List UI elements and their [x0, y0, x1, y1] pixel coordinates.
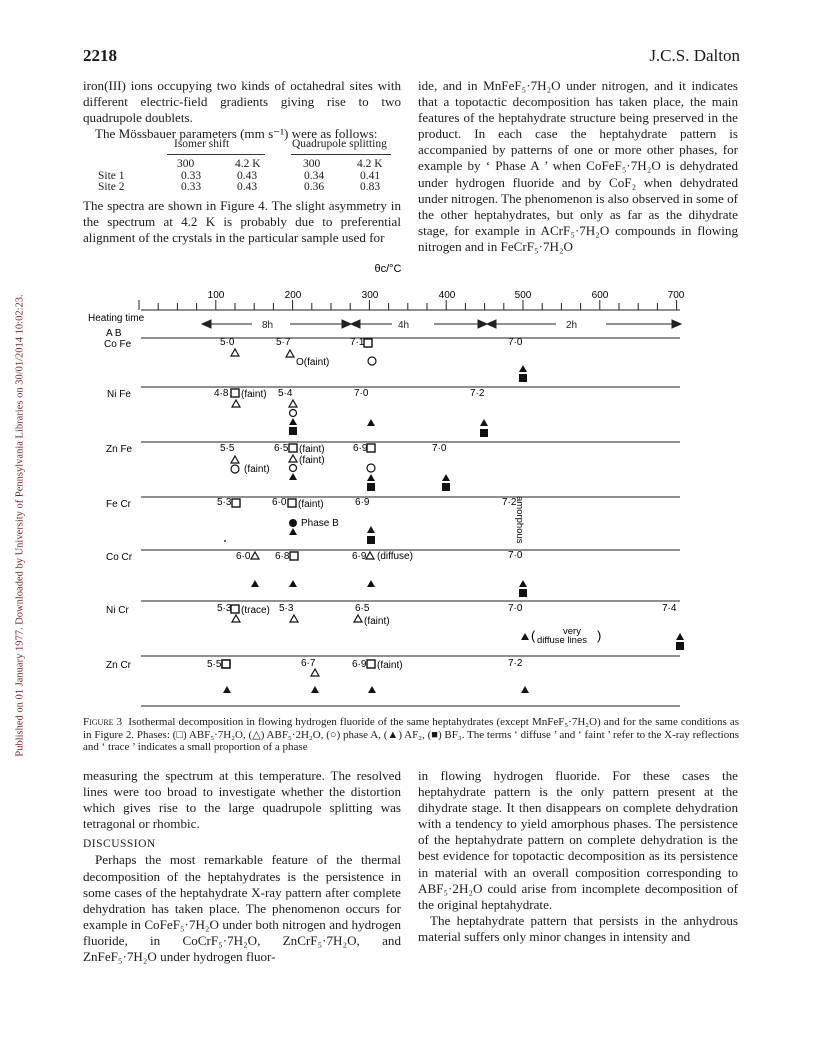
note-label: (diffuse)	[377, 551, 413, 562]
paragraph: The heptahydrate pattern that persists in the anhydrous material suffers only minor changes in intensity and	[418, 912, 738, 944]
dihydrate-triangle	[366, 552, 374, 559]
heating-arrows	[202, 320, 681, 331]
note-label: (faint)	[377, 660, 403, 671]
af2-triangle	[367, 474, 375, 481]
value-label: 5·3	[217, 497, 232, 508]
dihydrate-triangle	[289, 400, 297, 407]
af2-triangle	[289, 473, 297, 480]
dihydrate-triangle	[289, 455, 297, 462]
af2-triangle	[676, 633, 684, 640]
dihydrate-triangle	[231, 349, 239, 356]
value-label: 5·5	[207, 659, 222, 670]
right-column-bottom	[418, 768, 738, 945]
note-label: O(faint)	[296, 357, 330, 368]
dihydrate-triangle	[286, 350, 294, 357]
axis-title: θc/°C	[374, 263, 402, 275]
bf3-square	[519, 374, 527, 382]
figure-caption	[83, 716, 739, 754]
tick-label: 300	[361, 290, 379, 301]
table-group-header: Isomer shift	[174, 138, 230, 150]
value-label: 6·5	[355, 603, 370, 614]
phase-a-circle	[367, 464, 375, 472]
af2-triangle	[289, 528, 297, 535]
table-cell: 0.34	[304, 170, 325, 182]
value-label: 5·7	[276, 337, 291, 348]
note-label: (faint)	[299, 444, 325, 455]
row-znfe	[106, 443, 450, 491]
note-label: Phase B	[301, 518, 339, 529]
dot	[224, 540, 226, 542]
row-zncr	[106, 658, 529, 693]
af2-triangle	[519, 365, 527, 372]
value-label: 6·7	[301, 658, 316, 669]
table-group-header: Quadrupole splitting	[292, 138, 387, 150]
af2-triangle	[442, 474, 450, 481]
af2-triangle	[521, 633, 529, 640]
table-cell: 0.43	[237, 170, 258, 182]
caption-label: Figure 3	[83, 716, 123, 728]
left-column-bottom	[83, 768, 401, 965]
dihydrate-triangle	[232, 400, 240, 407]
table-cell: 0.33	[181, 170, 202, 182]
af2-triangle	[519, 580, 527, 587]
note-label: (faint)	[298, 499, 324, 510]
tick-label: 100	[207, 290, 225, 301]
phase-a-circle	[368, 357, 376, 365]
value-label: 7·0	[508, 550, 523, 561]
paren: (	[531, 628, 536, 643]
table-row-label: Site 2	[98, 181, 125, 193]
left-column-top	[83, 78, 401, 142]
value-label: 6·8	[275, 551, 290, 562]
af2-triangle	[289, 580, 297, 587]
af2-triangle	[367, 526, 375, 533]
table-cell: 0.41	[360, 170, 381, 182]
value-label: 7·1	[350, 337, 365, 348]
page-number: 2218	[83, 46, 117, 65]
value-label: 6·5	[274, 443, 289, 454]
dihydrate-triangle	[311, 669, 319, 676]
bf3-square	[442, 483, 450, 491]
row-cocr	[106, 550, 527, 597]
table-cell: 0.43	[237, 181, 258, 193]
value-label: 7·2	[502, 497, 517, 508]
af2-triangle	[223, 686, 231, 693]
note-label: (faint)	[299, 455, 325, 466]
bf3-square	[676, 642, 684, 650]
af2-triangle	[521, 686, 529, 693]
dihydrate-triangle	[231, 456, 239, 463]
value-label: 6·9	[352, 551, 367, 562]
dihydrate-triangle	[251, 552, 259, 559]
heptahydrate-square	[367, 660, 375, 668]
tick-label: 600	[591, 290, 609, 301]
bf3-square	[519, 589, 527, 597]
paren: )	[597, 628, 602, 643]
heptahydrate-square	[232, 499, 240, 507]
value-label: 5·4	[278, 388, 293, 399]
phase-b-dot	[289, 519, 297, 527]
table-col-header: 300	[177, 158, 195, 170]
value-label: 7·0	[432, 443, 447, 454]
row-label: Fe Cr	[106, 499, 131, 510]
phase-a-circle	[290, 410, 297, 417]
paragraph: ide, and in MnFeF₅·7H₂O under nitrogen, and it indicates that a topotactic decomposition has taken place, the main features of the heptahydrate structure being preserved in the product. In each case the heptahydrate pattern is accompanied by patterns of one or more other phases, for example by ‘ Phase A ’ when CoFeF₅·7H₂O is dehydrated under hydrogen fluoride and by CoF₂ when dehydrated under nitrogen. The phenomenon is also observed in some of the other heptahydrates, but only as far as the dihydrate stage, for example in ACrF₅·7H₂O compounds in flowing nitrogen and in FeCrF₅·7H₂O	[418, 78, 738, 254]
note-label: (faint)	[241, 389, 267, 400]
bf3-square	[367, 536, 375, 544]
journal-header: J.C.S. Dalton	[649, 46, 740, 65]
af2-triangle	[367, 580, 375, 587]
value-label: 5·5	[220, 443, 235, 454]
tick-label: 700	[667, 290, 685, 301]
sidebar-text: Published on 01 January 1977. Downloaded by University of Pennsylvania Libraries on 30/01/2014 10:02:23.	[14, 294, 26, 757]
heptahydrate-square	[290, 552, 298, 560]
paragraph: in flowing hydrogen fluoride. For these cases the heptahydrate pattern is the only pattern present at the dihydrate stage. It then disappears on complete dehydration with a tendency to yield amorphous phases. The persistence of the heptahydrate pattern on complete dehydration is the best evidence for topotactic decomposition as its persistence in material with an overall composition corresponding to ABF₅·2H₂O could arise from incomplete decomposition of the original heptahydrate.	[418, 768, 738, 912]
note-label: very	[563, 626, 581, 637]
af2-triangle	[367, 419, 375, 426]
row-label: Zn Cr	[106, 660, 131, 671]
paragraph: Perhaps the most remarkable feature of the thermal decomposition of the heptahydrates is the persistence in some cases of the heptahydrate X-ray pattern after complete dehydration has taken place. The phenomenon occurs for example in CoFeF₅·7H₂O under both nitrogen and hydrogen fluoride, in CoCrF₅·7H₂O, ZnCrF₅·7H₂O, and ZnFeF₅·7H₂O under hydrogen fluor-	[83, 852, 401, 965]
left-column-top-cont	[83, 198, 401, 246]
heptahydrate-square	[364, 339, 372, 347]
heptahydrate-square	[231, 605, 239, 613]
value-label: 6·0	[236, 551, 251, 562]
paragraph: measuring the spectrum at this temperature. The resolved lines were too broad to investigate whether the distortion which gives rise to the large quadrupole splitting was tetragonal or rhombic.	[83, 768, 401, 832]
dihydrate-triangle	[354, 615, 362, 622]
row-nicr	[106, 603, 684, 650]
note-label: (faint)	[364, 616, 390, 627]
note-label: (trace)	[241, 605, 270, 616]
value-label: 7·2	[470, 388, 485, 399]
value-label: 6·9	[355, 497, 370, 508]
af2-triangle	[480, 419, 488, 426]
value-label: 5·3	[279, 603, 294, 614]
amorphous-label: amorphous	[514, 496, 525, 544]
heptahydrate-square	[288, 499, 296, 507]
heptahydrate-square	[289, 444, 297, 452]
temperature-axis	[139, 290, 685, 310]
tick-label: 400	[438, 290, 456, 301]
dihydrate-triangle	[232, 615, 240, 622]
value-label: 7·0	[354, 388, 369, 399]
phase-a-circle	[290, 465, 297, 472]
value-label: 4·8	[214, 388, 229, 399]
heating-time-label: Heating time	[88, 313, 145, 324]
tick-label: 200	[284, 290, 302, 301]
row-label: Zn Fe	[106, 444, 133, 455]
bf3-square	[480, 429, 488, 437]
paragraph: The spectra are shown in Figure 4. The slight asymmetry in the spectrum at 4.2 K is probably due to preferential alignment of the crystals in the particular sample used for	[83, 198, 401, 246]
segment-label: 2h	[566, 320, 578, 331]
af2-triangle	[251, 580, 259, 587]
table-row-label: Site 1	[98, 170, 125, 182]
table-cell: 0.83	[360, 181, 381, 193]
row-label: Ni Fe	[107, 389, 131, 400]
segment-label: 8h	[262, 320, 274, 331]
af2-triangle	[311, 686, 319, 693]
ab-label: A B	[106, 328, 122, 339]
heptahydrate-square	[367, 444, 375, 452]
paragraph: The Mössbauer parameters (mm s⁻¹) were as follows:	[95, 126, 378, 142]
row-label: Co Cr	[106, 552, 133, 563]
af2-triangle	[368, 686, 376, 693]
value-label: 7·0	[508, 603, 523, 614]
bf3-square	[367, 483, 375, 491]
section-heading: DISCUSSION	[83, 838, 156, 851]
heptahydrate-square	[222, 660, 230, 668]
af2-triangle	[289, 418, 297, 425]
row-label: Co Fe	[104, 339, 132, 350]
row-fecr	[106, 496, 525, 544]
caption-text: Isothermal decomposition in flowing hydrogen fluoride of the same heptahydrates (except MnFeF₅·7H₂O) and for the same conditions as in Figure 2. Phases: (□) ABF₅·7H₂O, (△) ABF₅·2H₂O, (○) phase A, (▲) AF₂, (■) BF₃. The terms ‘ diffuse ’ and ‘ faint ’ refer to the X-ray reflections and ‘ trace ’ indicates a small proportion of a phase	[83, 716, 740, 754]
right-column-top	[418, 78, 738, 255]
value-label: 7·4	[662, 603, 677, 614]
row-cofe	[104, 337, 527, 382]
dihydrate-triangle	[290, 615, 298, 622]
bf3-square	[289, 427, 297, 435]
note-label: diffuse lines	[537, 635, 587, 646]
phase-a-circle	[231, 465, 239, 473]
paragraph: iron(III) ions occupying two kinds of octahedral sites with different electric-field gradients giving rise to two quadrupole doublets.	[83, 78, 401, 126]
table-col-header: 4.2 K	[235, 158, 261, 170]
heptahydrate-square	[231, 389, 239, 397]
value-label: 6·9	[353, 443, 368, 454]
value-label: 7·2	[508, 658, 523, 669]
value-label: 5·3	[217, 603, 232, 614]
table-col-header: 300	[303, 158, 321, 170]
figure-3	[0, 258, 821, 713]
segment-label: 4h	[398, 320, 410, 331]
row-nife	[107, 388, 488, 437]
value-label: 6·0	[272, 497, 287, 508]
tick-label: 500	[514, 290, 532, 301]
value-label: 5·0	[220, 337, 235, 348]
table-cell: 0.36	[304, 181, 325, 193]
table-col-header: 4.2 K	[357, 158, 383, 170]
row-label: Ni Cr	[106, 605, 129, 616]
value-label: 7·0	[508, 337, 523, 348]
note-label: (faint)	[244, 464, 270, 475]
table-cell: 0.33	[181, 181, 202, 193]
value-label: 6·9	[352, 659, 367, 670]
